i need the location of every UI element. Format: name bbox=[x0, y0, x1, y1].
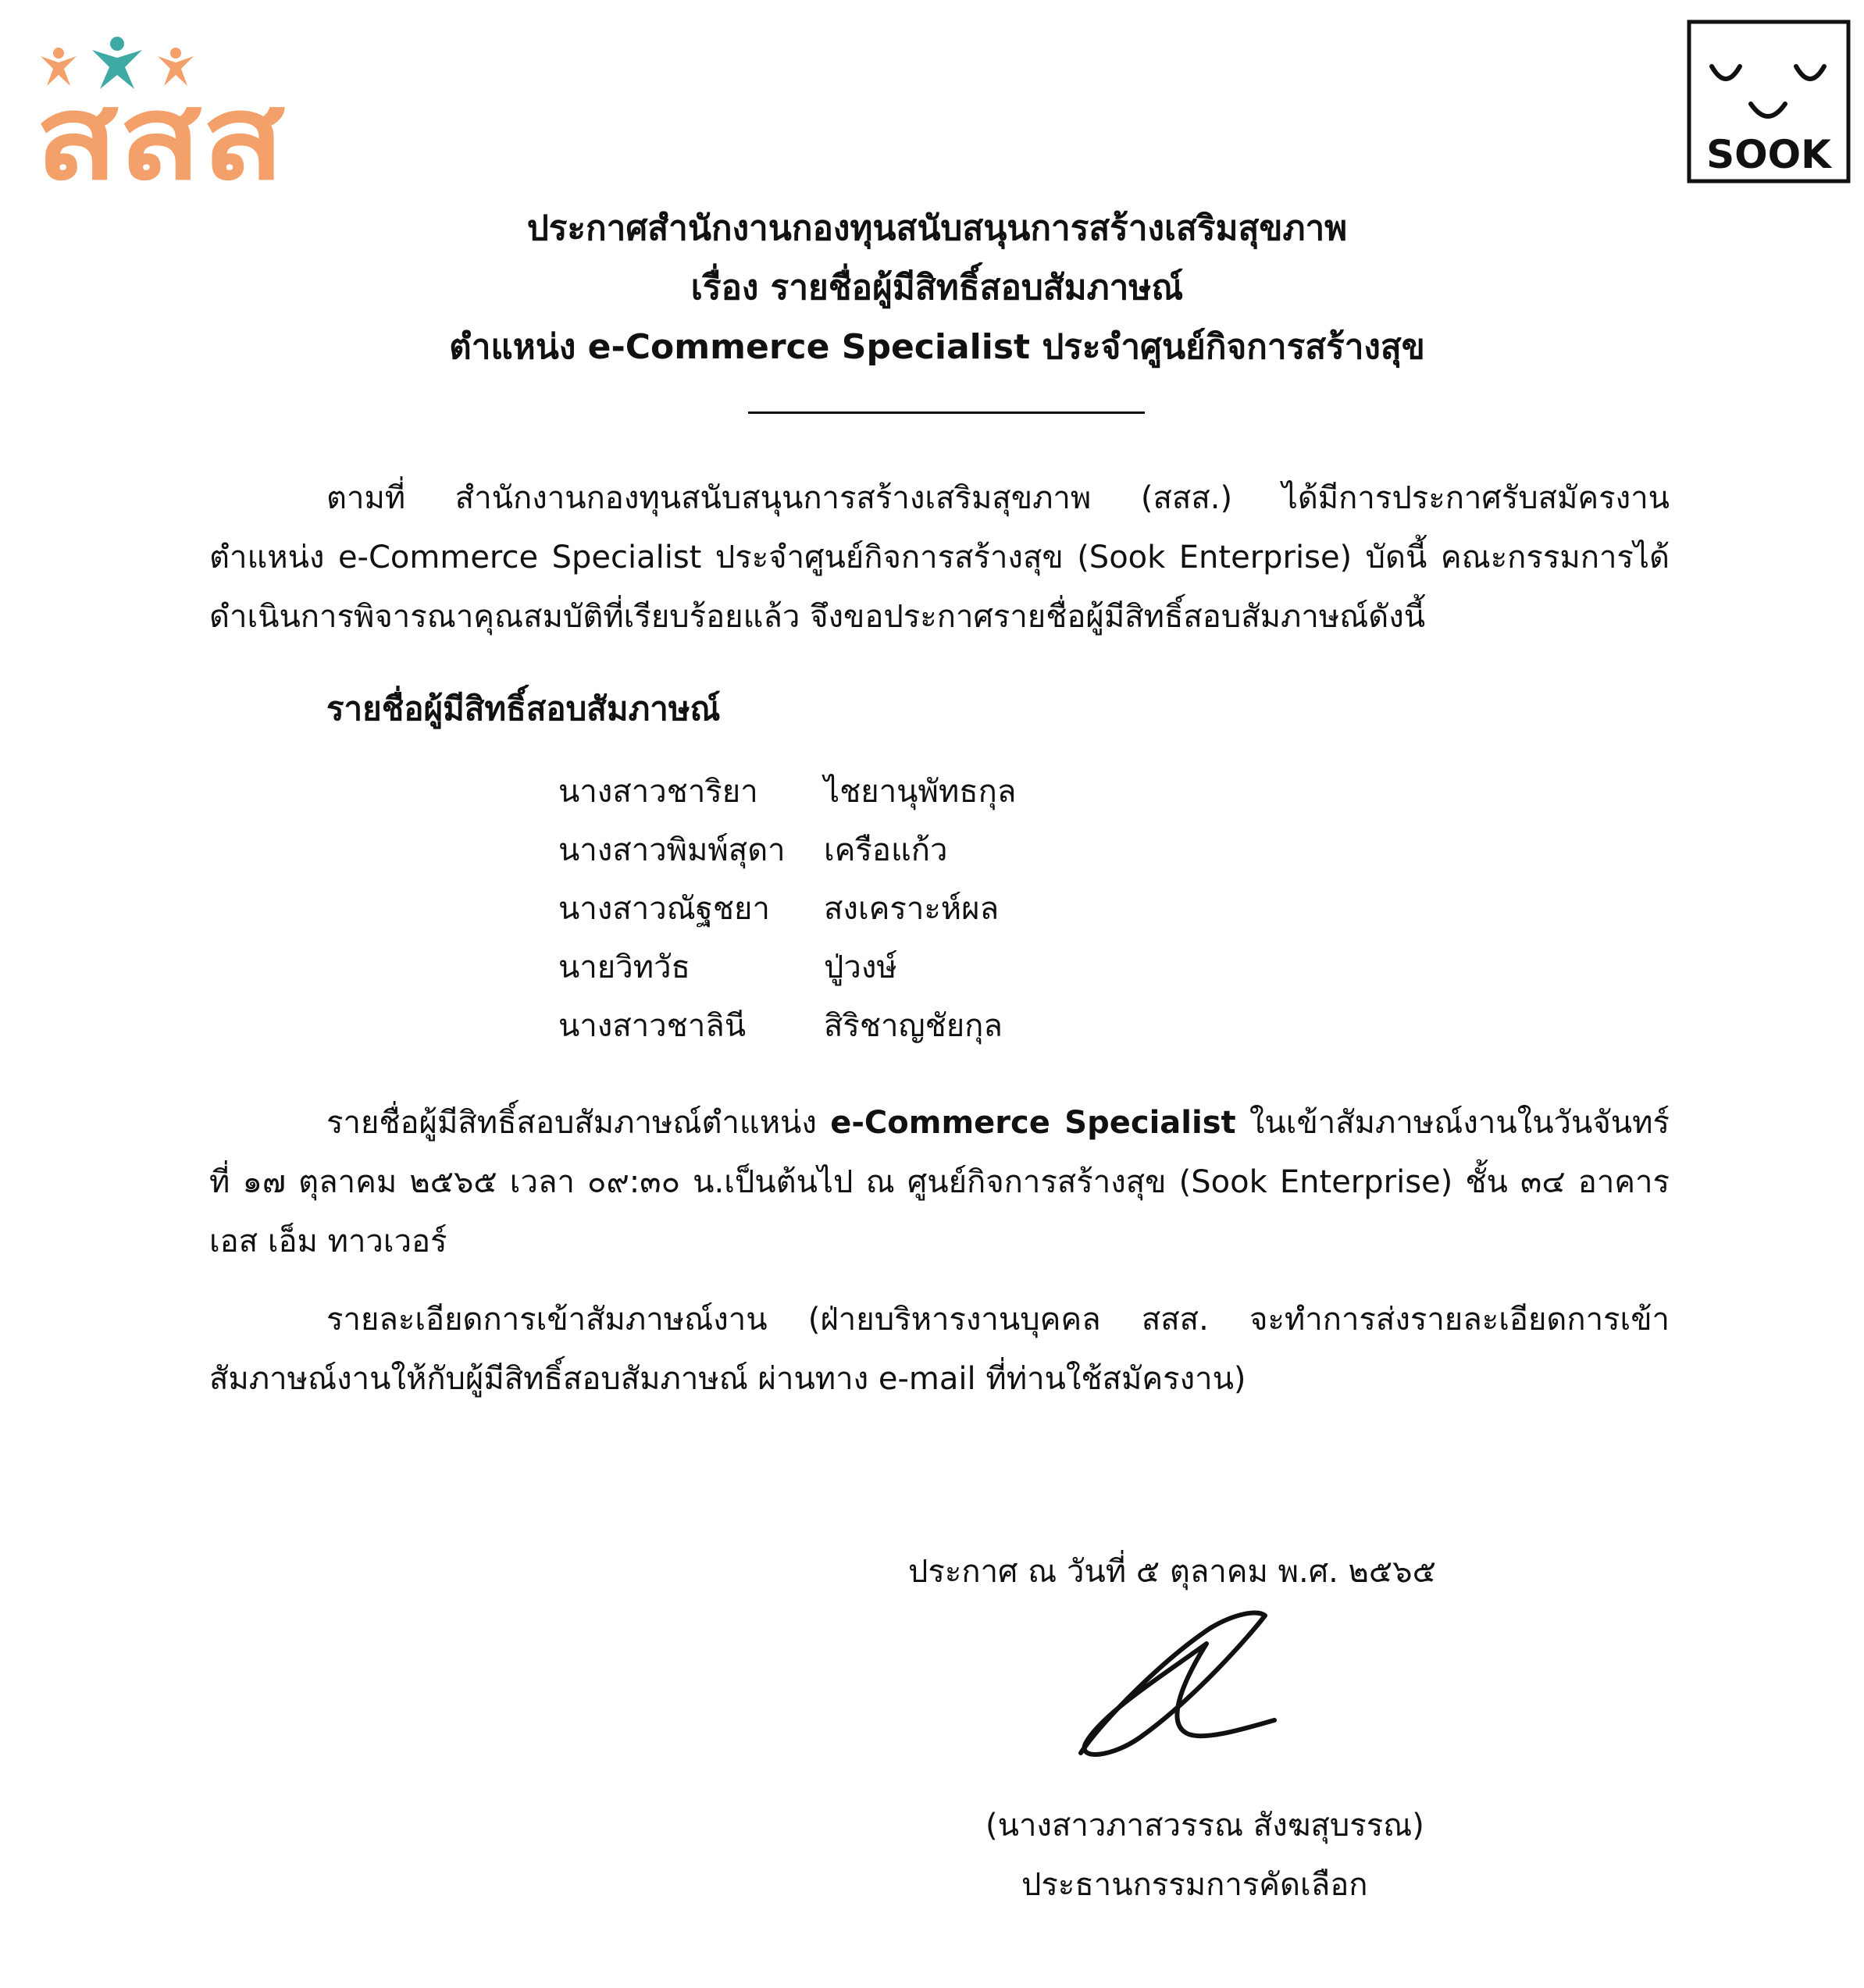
list-item bbox=[558, 761, 1016, 820]
candidate-first-name: นางสาวชาลินี bbox=[558, 1007, 747, 1044]
candidate-last-name: สิริชาญชัยกุล bbox=[824, 1007, 1003, 1044]
candidate-first-name: นางสาวณัฐชยา bbox=[558, 890, 770, 927]
list-item bbox=[558, 937, 1016, 996]
candidate-first-name: นางสาวพิมพ์สุดา bbox=[558, 832, 786, 868]
candidate-last-name: เครือแก้ว bbox=[824, 832, 948, 868]
candidate-last-name: ไชยานุพัทธกุล bbox=[824, 773, 1017, 810]
title-line-3: ตำแหน่ง e-Commerce Specialist ประจำศูนย์กิจการสร้างสุข bbox=[449, 327, 1425, 367]
signer-role: ประธานกรรมการคัดเลือก bbox=[1021, 1867, 1368, 1903]
signature-image bbox=[1070, 1605, 1281, 1761]
announcement-date: ประกาศ ณ วันที่ ๕ ตุลาคม พ.ศ. ๒๕๖๕ bbox=[908, 1554, 1436, 1590]
list-item bbox=[558, 820, 1016, 878]
thaihealth-logo bbox=[31, 23, 297, 195]
candidate-first-name: นางสาวชาริยา bbox=[558, 773, 758, 810]
list-item bbox=[558, 996, 1016, 1054]
sook-wordmark: SOOK bbox=[1706, 132, 1831, 177]
candidate-last-name: ปู่วงษ์ bbox=[824, 949, 897, 985]
candidate-list bbox=[558, 761, 1016, 1054]
intro-paragraph: ตามที่ สำนักงานกองทุนสนับสนุนการสร้างเสริมสุขภาพ (สสส.) ได้มีการประกาศรับสมัครงาน ตำแหน่ง e-Commerce Specialist ประจำศูนย์กิจการสร้างสุข (Sook Enterprise) บัดนี้ คณะกรรมการได้ดำเนินการพิจารณาคุณสมบัติที่เรียบร้อยแล้ว จึงขอประกาศรายชื่อผู้มีสิทธิ์สอบสัมภาษณ์ดังนี้ bbox=[209, 480, 1670, 635]
candidate-first-name: นายวิทวัธ bbox=[558, 949, 690, 985]
interview-text-part2: ในเข้าสัมภาษณ์งานในวันจันทร์ที่ ๑๗ ตุลาคม ๒๕๖๕ เวลา ๐๙:๓๐ น.เป็นต้นไป ณ ศูนย์กิจการสร้างสุข (Sook Enterprise) ชั้น ๓๔ อาคาร เอส เอ็ม ทาวเวอร์ bbox=[209, 1105, 1670, 1259]
interview-details-paragraph: รายละเอียดการเข้าสัมภาษณ์งาน (ฝ่ายบริหารงานบุคคล สสส. จะทำการส่งรายละเอียดการเข้าสัมภาษณ์งานให้กับผู้มีสิทธิ์สอบสัมภาษณ์ ผ่านทาง e-mail ที่ท่านใช้สมัครงาน) bbox=[209, 1302, 1670, 1397]
sook-logo bbox=[1687, 20, 1851, 183]
candidate-last-name: สงเคราะห์ผล bbox=[824, 890, 1000, 927]
interview-schedule-paragraph bbox=[209, 1093, 1670, 1271]
title-line-2: เรื่อง รายชื่อผู้มีสิทธิ์สอบสัมภาษณ์ bbox=[690, 268, 1184, 308]
position-name: e-Commerce Specialist bbox=[830, 1105, 1236, 1141]
title-divider bbox=[748, 411, 1145, 414]
candidate-list-heading: รายชื่อผู้มีสิทธิ์สอบสัมภาษณ์ bbox=[326, 689, 721, 728]
announcement-title bbox=[156, 199, 1718, 377]
title-line-1: ประกาศสำนักงานกองทุนสนับสนุนการสร้างเสริมสุขภาพ bbox=[526, 208, 1348, 248]
interview-text-part1: รายชื่อผู้มีสิทธิ์สอบสัมภาษณ์ตำแหน่ง bbox=[326, 1105, 831, 1141]
list-item bbox=[558, 878, 1016, 937]
signer-name: (นางสาวภาสวรรณ สังฆสุบรรณ) bbox=[985, 1808, 1424, 1844]
thaihealth-wordmark: สสส bbox=[35, 70, 286, 195]
